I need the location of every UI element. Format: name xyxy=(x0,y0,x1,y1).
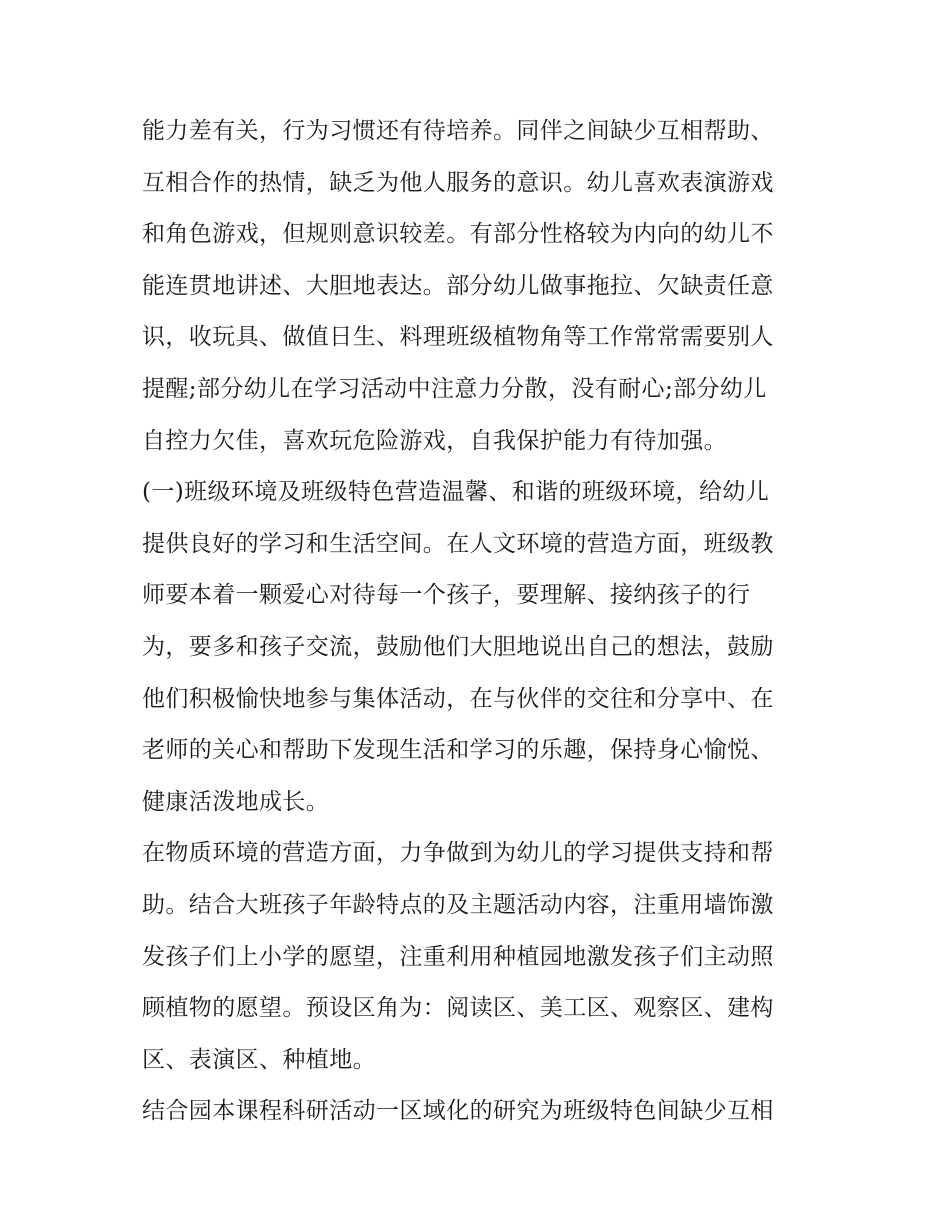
text-line: 和角色游戏，但规则意识较差。有部分性格较为内向的幼儿不 xyxy=(142,221,774,248)
text-line: 为，要多和孩子交流，鼓励他们大胆地说出自己的想法，鼓励 xyxy=(142,633,774,660)
document-body xyxy=(142,106,822,1138)
text-line: 健康活泼地成长。 xyxy=(142,788,330,815)
text-line: 顾植物的愿望。预设区角为：阅读区、美工区、观察区、建构 xyxy=(142,995,774,1022)
text-line: 互相合作的热情，缺乏为他人服务的意识。幼儿喜欢表演游戏 xyxy=(142,169,774,196)
text-line: 提醒;部分幼儿在学习活动中注意力分散，没有耐心;部分幼儿 xyxy=(142,375,767,402)
text-line: 提供良好的学习和生活空间。在人文环境的营造方面，班级教 xyxy=(142,530,774,557)
text-line: 结合园本课程科研活动一区域化的研究为班级特色间缺少互相 xyxy=(142,1098,774,1125)
text-line: 老师的关心和帮助下发现生活和学习的乐趣，保持身心愉悦、 xyxy=(142,737,774,764)
text-line: 自控力欠佳，喜欢玩危险游戏，自我保护能力有待加强。 xyxy=(142,427,727,454)
text-line: 能连贯地讲述、大胆地表达。部分幼儿做事拖拉、欠缺责任意 xyxy=(142,272,774,299)
text-line: 师要本着一颗爱心对待每一个孩子，要理解、接纳孩子的行 xyxy=(142,582,751,609)
text-line: 在物质环境的营造方面，力争做到为幼儿的学习提供支持和帮 xyxy=(142,840,774,867)
text-line: 助。结合大班孩子年龄特点的及主题活动内容，注重用墙饰激 xyxy=(142,891,774,918)
text-line: 发孩子们上小学的愿望，注重利用种植园地激发孩子们主动照 xyxy=(142,943,774,970)
text-line: (一)班级环境及班级特色营造温馨、和谐的班级环境，给幼儿 xyxy=(142,479,770,506)
text-line: 区、表演区、种植地。 xyxy=(142,1046,376,1073)
text-line: 识，收玩具、做值日生、料理班级植物角等工作常常需要别人 xyxy=(142,324,774,351)
text-line: 他们积极愉快地参与集体活动，在与伙伴的交往和分享中、在 xyxy=(142,685,774,712)
text-line: 能力差有关，行为习惯还有待培养。同伴之间缺少互相帮助、 xyxy=(142,118,774,144)
